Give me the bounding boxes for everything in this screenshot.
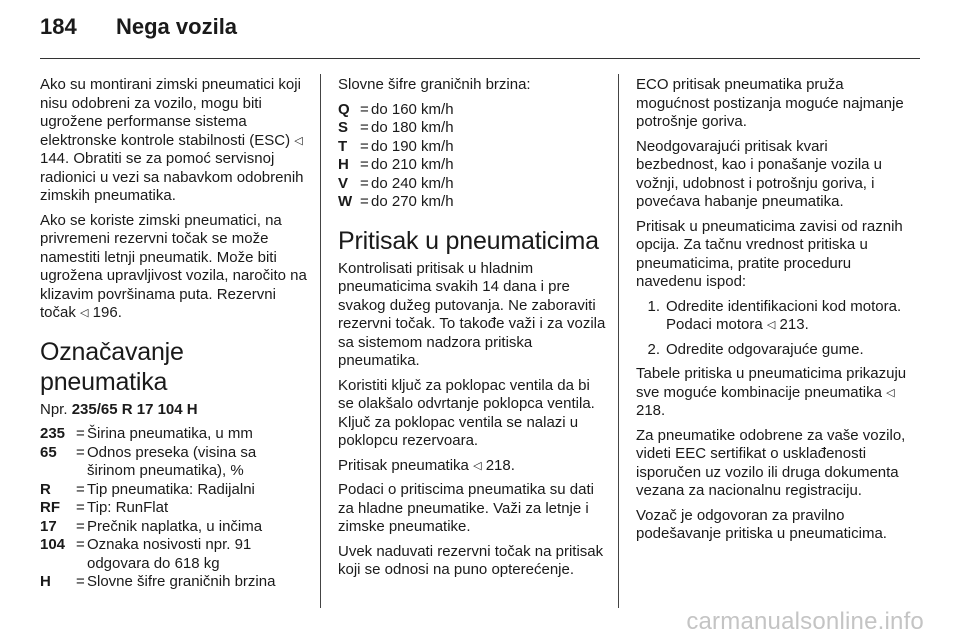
column-divider-1 [320, 74, 321, 608]
reference-arrow-icon: ◁ [473, 459, 482, 472]
definition-row: 235 = Širina pneumatika, u mm [40, 425, 253, 442]
watermark: carmanualsonline.info [686, 608, 924, 635]
speed-intro: Slovne šifre graničnih brzina: [338, 76, 531, 93]
paragraph: Ako su montirani zimski pneumatici koji nisu odobreni za vozilo, mogu biti ugrožene performanse sistema elektronske kontrole stabilnosti (ESC) ◁ 144. Obratiti se za pomoć servisnoj radionici u vezi sa nabavkom odobrenih zimskih pneumatika. [40, 76, 304, 204]
speed-row: W = do 270 km/h [338, 193, 454, 210]
paragraph: Podaci o pritiscima pneumatika su dati za hladne pneumatike. Važi za letnje i zimske pneumatike. [338, 481, 594, 535]
reference-arrow-icon: ◁ [80, 307, 89, 319]
column-3 [636, 76, 908, 550]
paragraph: Pritisak u pneumaticima zavisi od raznih opcija. Za tačnu vrednost pritiska u pneumaticima, pratite proceduru navedenu ispod: [636, 217, 903, 290]
list-item: 1. Odredite identifikacioni kod motora. Podaci motora ◁ 213. [647, 297, 902, 333]
speed-row: Q = do 160 km/h [338, 100, 454, 118]
reference-arrow-icon: ◁ [294, 134, 303, 147]
page-reference[interactable]: 213 [779, 316, 805, 333]
page-reference[interactable]: 218 [636, 402, 662, 419]
column-2 [338, 76, 606, 586]
definition-row: RF = Tip: RunFlat [40, 499, 169, 516]
column-divider-2 [618, 74, 619, 608]
example-line: Npr. 235/65 R 17 104 H [40, 400, 198, 418]
paragraph: Uvek naduvati rezervni točak na pritisak koji se odnosi na puno opterećenje. [338, 542, 604, 578]
paragraph: Za pneumatike odobrene za vaše vozilo, videti EEC sertifikat o usklađenosti isporučen uz vozilo ili druga dokumenta vezana za nacionalnu registraciju. [636, 426, 906, 499]
page-reference[interactable]: 144 [40, 150, 66, 167]
page-number: 184 [40, 14, 77, 39]
speed-row: H = do 210 km/h [338, 156, 454, 173]
speed-row: T = do 190 km/h [338, 137, 454, 155]
reference-arrow-icon: ◁ [886, 386, 895, 399]
procedure-list [636, 298, 908, 360]
list-item: 2. Odredite odgovarajuće gume. [647, 340, 864, 358]
reference-arrow-icon: ◁ [766, 319, 776, 331]
tire-code: 235/65 R 17 104 H [71, 400, 198, 418]
section-heading: Pritisak u pneumaticima [338, 226, 599, 255]
page-header [40, 14, 237, 48]
definition-row: R = Tip pneumatika: Radijalni [40, 480, 255, 498]
paragraph: Neodgovarajući pritisak kvari bezbednost, kao i ponašanje vozila u vožnji, udobnost i potrošnju goriva, i povećava habanje pneumatika. [636, 137, 883, 210]
speed-row: S = do 180 km/h [338, 119, 454, 136]
paragraph: Ako se koriste zimski pneumatici, na privremeni rezervni točak se može namestiti letnji pneumatik. Može biti ugrožena upravljivost vozila, naročito na klizavim površinama puta. Rezervni točak ◁ 196. [40, 211, 307, 321]
column-1 [40, 76, 308, 598]
page-title: Nega vozila [116, 14, 238, 39]
definition-row: 17 = Prečnik naplatka, u inčima [40, 517, 263, 535]
paragraph: Koristiti ključ za poklopac ventila da bi se olakšalo odvrtanje poklopca ventila. Ključ za poklopac ventila se nalazi u poklopcu rezervoara. [338, 376, 595, 449]
paragraph: Tabele pritiska u pneumaticima prikazuju sve moguće kombinacije pneumatika ◁ 218. [636, 365, 907, 419]
page-reference[interactable]: 196 [92, 304, 118, 321]
definition-row: 65 = Odnos preseka (visina sa širinom pneumatika), % [40, 443, 257, 479]
paragraph: Vozač je odgovoran za pravilno podešavanje pritiska u pneumaticima. [636, 506, 887, 542]
page-reference[interactable]: 218 [485, 456, 511, 474]
definition-row: 104 = Oznaka nosivosti npr. 91 odgovara do 618 kg [40, 536, 252, 572]
paragraph: Pritisak pneumatika ◁ 218. [338, 456, 515, 474]
paragraph: ECO pritisak pneumatika pruža mogućnost postizanja moguće najmanje potrošnje goriva. [636, 76, 904, 130]
speed-rating-list [338, 101, 606, 212]
definition-row: H = Slovne šifre graničnih brzina [40, 573, 276, 590]
speed-row: V = do 240 km/h [338, 174, 454, 192]
header-divider [40, 58, 920, 59]
section-heading: Označavanje pneumatika [40, 337, 184, 396]
tire-code-definitions [40, 425, 308, 592]
paragraph: Kontrolisati pritisak u hladnim pneumaticima svakih 14 dana i pre svakog dužeg putovanja. Ne zaboraviti rezervni točak. To takođe važi i za vozila sa sistemom nadzora pritiska pneumatika. [338, 259, 606, 369]
